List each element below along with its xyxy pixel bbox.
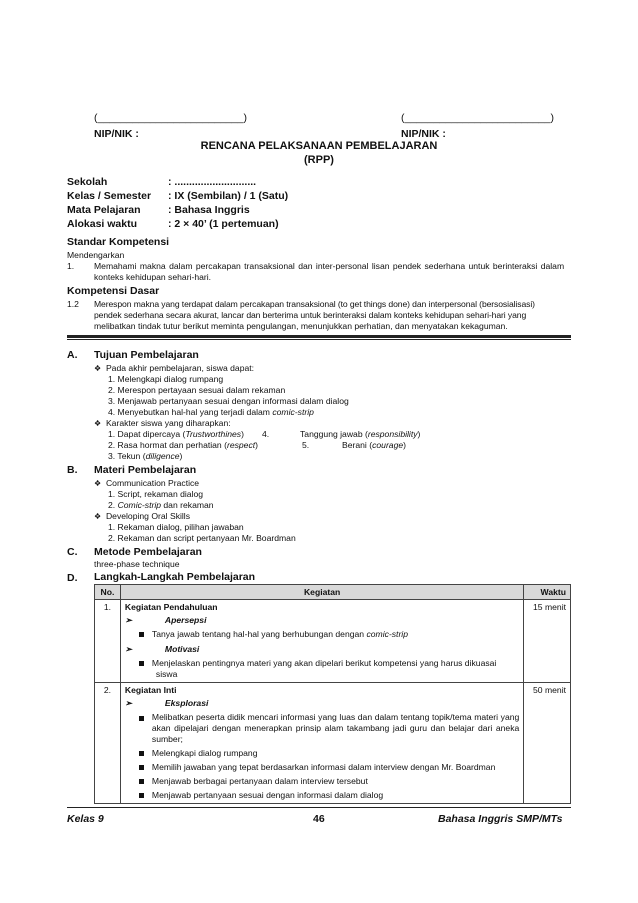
section-b-letter: B. — [67, 464, 78, 476]
b-bullet1: Communication Practice — [105, 478, 200, 488]
activity-item-cont: siswa — [155, 669, 178, 679]
char-item: Tanggung jawab (responsibility) — [300, 429, 421, 439]
dasar-heading: Kompetensi Dasar — [67, 285, 160, 297]
identity-value: : ............................ — [168, 176, 257, 188]
a-bullet2: Karakter siswa yang diharapkan: — [105, 418, 231, 428]
b-item: 2. Rekaman dan script pertanyaan Mr. Boardman — [108, 533, 296, 543]
identity-value: : IX (Sembilan) / 1 (Satu) — [168, 190, 289, 202]
nip-right: NIP/NIK : — [401, 128, 446, 140]
identity-key: Kelas / Semester — [67, 190, 152, 202]
standar-heading: Standar Kompetensi — [67, 236, 170, 248]
row-waktu: 50 menit — [524, 683, 571, 804]
activity-item: Menjawab pertanyaan sesuai dengan informasi dalam dialog — [151, 790, 384, 800]
section-d-letter: D. — [67, 572, 78, 584]
col-waktu-header: Waktu — [524, 585, 571, 600]
row-waktu: 15 menit — [524, 600, 571, 683]
row-kegiatan — [120, 600, 523, 683]
char-item: Berani (courage) — [342, 440, 407, 450]
identity-row — [67, 218, 367, 232]
identity-row — [67, 204, 367, 218]
sub-heading: Apersepsi — [164, 615, 207, 625]
section-a-heading: Tujuan Pembelajaran — [94, 349, 199, 361]
standar-sub: Mendengarkan — [67, 250, 125, 260]
document-title: RENCANA PELAKSANAAN PEMBELAJARAN — [200, 140, 438, 152]
identity-key: Mata Pelajaran — [67, 204, 141, 216]
document-subtitle: (RPP) — [304, 154, 334, 166]
activity-item: Melibatkan peserta didik mencari informasi yang luas dan dalam tentang topik/tema materi yang akan dipelajari dengan menerapkan prinsip alam takambang jadi guru dan belajar dari aneka sumber; — [151, 712, 520, 744]
footer-left: Kelas 9 — [67, 813, 104, 825]
standar-line2: konteks kehidupan sehari-hari. — [94, 272, 212, 282]
standar-num: 1. — [67, 261, 75, 271]
row-title: Kegiatan Pendahuluan — [124, 602, 218, 612]
steps-table — [94, 584, 571, 804]
arrow-bullet-icon: ➢ — [124, 615, 133, 625]
footer-right: Bahasa Inggris SMP/MTs — [438, 813, 563, 825]
square-bullet-icon — [139, 661, 144, 666]
char-item: 2. Rasa hormat dan perhatian (respect) — [108, 440, 259, 450]
identity-key: Alokasi waktu — [67, 218, 138, 230]
char-item: 1. Dapat dipercaya (Trustworthines) — [108, 429, 244, 439]
footer-rule — [67, 807, 571, 808]
activity-item: Tanya jawab tentang hal-hal yang berhubungan dengan comic-strip — [151, 629, 408, 639]
signature-line-left: (_________________________) — [94, 112, 247, 124]
activity-item: Menjelaskan pentingnya materi yang akan dipelari berikut kompetensi yang harus dikuasai — [151, 658, 497, 668]
section-c-letter: C. — [67, 546, 78, 558]
row-no: 1. — [95, 600, 121, 683]
square-bullet-icon — [139, 632, 144, 637]
arrow-bullet-icon: ➢ — [124, 698, 133, 708]
table-header-row — [95, 585, 571, 600]
diamond-bullet-icon: ❖ — [94, 364, 102, 373]
row-kegiatan — [120, 683, 523, 804]
a-item: 2. Merespon pertayaan sesuai dalam rekaman — [108, 385, 286, 395]
diamond-bullet-icon: ❖ — [94, 419, 102, 428]
identity-key: Sekolah — [67, 176, 108, 188]
standar-line1: Memahami makna dalam percakapan transaksional dan inter-personal lisan pendek sederhana untuk berinteraksi dalam — [94, 261, 565, 271]
square-bullet-icon — [139, 793, 144, 798]
col-no-header: No. — [95, 585, 121, 600]
b-item: 1. Rekaman dialog, pilihan jawaban — [108, 522, 244, 532]
dasar-line1: Merespon makna yang terdapat dalam percakapan transaksional (to get things done) dan interpersonal (bersosialisasi) — [94, 299, 535, 309]
identity-row — [67, 190, 367, 204]
identity-value: : Bahasa Inggris — [168, 204, 250, 216]
identity-row — [67, 176, 367, 190]
table-row — [95, 683, 571, 804]
activity-item: Menjawab berbagai pertanyaan dalam interview tersebut — [151, 776, 368, 786]
row-title: Kegiatan Inti — [124, 685, 177, 695]
c-text: three-phase technique — [94, 559, 180, 569]
dasar-num: 1.2 — [67, 299, 79, 309]
a-bullet1: Pada akhir pembelajaran, siswa dapat: — [105, 363, 255, 373]
char-item: 3. Tekun (diligence) — [108, 451, 183, 461]
section-divider — [67, 335, 571, 338]
activity-item: Melengkapi dialog rumpang — [151, 748, 258, 758]
b-item: 1. Script, rekaman dialog — [108, 489, 204, 499]
row-no: 2. — [95, 683, 121, 804]
square-bullet-icon — [139, 716, 144, 721]
activity-item: Memilih jawaban yang tepat berdasarkan informasi dalam interview dengan Mr. Boardman — [151, 762, 496, 772]
square-bullet-icon — [139, 765, 144, 770]
a-item: 1. Melengkapi dialog rumpang — [108, 374, 224, 384]
section-c-heading: Metode Pembelajaran — [94, 546, 202, 558]
page-number: 46 — [313, 813, 325, 825]
b-item: 2. Comic-strip dan rekaman — [108, 500, 214, 510]
square-bullet-icon — [139, 779, 144, 784]
section-divider-thin — [67, 339, 571, 340]
table-row — [95, 600, 571, 683]
sub-heading: Eksplorasi — [164, 698, 209, 708]
diamond-bullet-icon: ❖ — [94, 512, 102, 521]
dasar-line2: pendek sederhana secara akurat, lancar dan berterima untuk berinteraksi dalam konteks kehidupan sehari-hari yang — [94, 310, 527, 320]
b-bullet2: Developing Oral Skills — [105, 511, 191, 521]
char-num: 4. — [262, 429, 270, 439]
a-item: 4. Menyebutkan hal-hal yang terjadi dalam comic-strip — [108, 407, 314, 417]
section-a-letter: A. — [67, 349, 78, 361]
col-kegiatan-header: Kegiatan — [120, 585, 523, 600]
section-d-heading: Langkah-Langkah Pembelajaran — [94, 571, 256, 583]
section-b-heading: Materi Pembelajaran — [94, 464, 197, 476]
square-bullet-icon — [139, 751, 144, 756]
a-item: 3. Menjawab pertanyaan sesuai dengan informasi dalam dialog — [108, 396, 349, 406]
nip-left: NIP/NIK : — [94, 128, 139, 140]
signature-line-right: (_________________________) — [401, 112, 554, 124]
identity-value: : 2 × 40’ (1 pertemuan) — [168, 218, 279, 230]
dasar-line3: melibatkan tindak tutur berikut meminta pengulangan, menunjukkan perhatian, dan menyatakan kekaguman. — [94, 321, 508, 331]
arrow-bullet-icon: ➢ — [124, 644, 133, 654]
diamond-bullet-icon: ❖ — [94, 479, 102, 488]
char-num: 5. — [302, 440, 310, 450]
sub-heading: Motivasi — [164, 644, 200, 654]
